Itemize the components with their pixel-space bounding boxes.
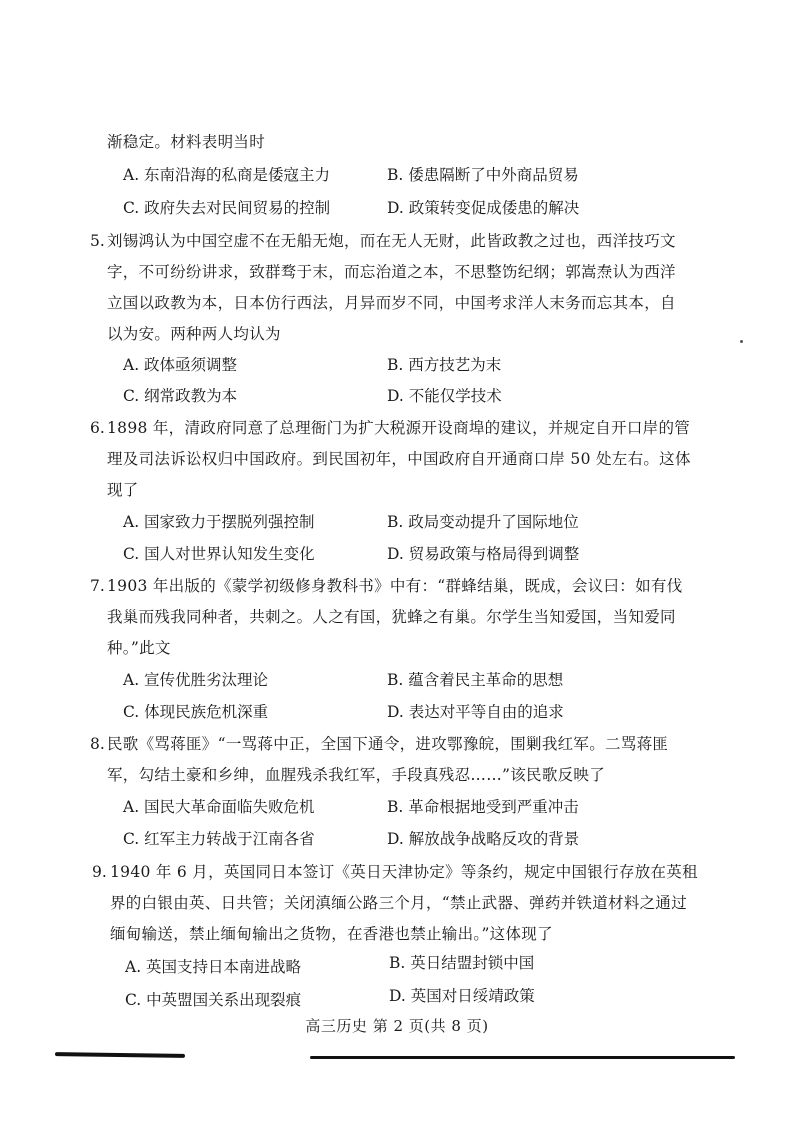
q8-stem-line-1: 民歌《骂蒋匪》“一骂蒋中正，全国下通令，进攻鄂豫皖，围剿我红军。二骂蒋匪 (107, 735, 669, 753)
q9-stem-line-2: 界的白银由英、日共管；关闭滇缅公路三个月，“禁止武器、弹药并铁道材料之通过 (110, 894, 688, 912)
q7-option-a: A. 宣传优胜劣汰理论 (123, 671, 269, 689)
q7-stem-line-3: 种。”此文 (107, 639, 171, 657)
q5-option-b: B. 西方技艺为末 (387, 356, 502, 374)
q4-option-c: C. 政府失去对民间贸易的控制 (123, 199, 331, 217)
page-footer: 高三历史 第 2 页(共 8 页) (305, 1017, 489, 1035)
q4-option-a: A. 东南沿海的私商是倭寇主力 (123, 166, 331, 184)
q5-option-c: C. 纲常政教为本 (123, 387, 238, 405)
q7-number: 7. (90, 577, 105, 595)
q6-option-d: D. 贸易政策与格局得到调整 (387, 545, 580, 563)
q9-option-c: C. 中英盟国关系出现裂痕 (125, 991, 302, 1009)
q7-stem-line-2: 我巢而残我同种者，共刺之。人之有国，犹蜂之有巢。尔学生当知爱国，当知爱同 (107, 608, 676, 626)
q6-option-b: B. 政局变动提升了国际地位 (387, 513, 579, 531)
q7-option-b: B. 蕴含着民主革命的思想 (387, 671, 564, 689)
q9-option-d: D. 英国对日绥靖政策 (389, 987, 535, 1005)
q4-option-d: D. 政策转变促成倭患的解决 (387, 199, 580, 217)
scan-edge-right (310, 1056, 735, 1059)
scan-edge-left (55, 1052, 185, 1058)
q5-number: 5. (90, 232, 105, 250)
q9-option-a: A. 英国支持日本南进战略 (125, 958, 302, 976)
q6-option-c: C. 国人对世界认知发生变化 (123, 545, 315, 563)
scan-speck (740, 340, 743, 343)
q6-stem-line-2: 理及司法诉讼权归中国政府。到民国初年，中国政府自开通商口岸 50 处左右。这体 (107, 450, 691, 468)
q4-option-b: B. 倭患隔断了中外商品贸易 (387, 166, 579, 184)
q8-option-a: A. 国民大革命面临失败危机 (123, 798, 315, 816)
q6-option-a: A. 国家致力于摆脱列强控制 (123, 513, 315, 531)
q6-stem-line-1: 1898 年，清政府同意了总理衙门为扩大税源开设商埠的建议，并规定自开口岸的管 (107, 419, 691, 437)
q6-number: 6. (90, 419, 105, 437)
q9-number: 9. (92, 863, 107, 881)
q8-option-c: C. 红军主力转战于江南各省 (123, 830, 315, 848)
q8-option-b: B. 革命根据地受到严重冲击 (387, 798, 579, 816)
q7-stem-line-1: 1903 年出版的《蒙学初级修身教科书》中有：“群蜂结巢，既成，会议曰：如有伐 (107, 577, 683, 595)
q5-stem-line-3: 立国以政教为本，日本仿行西法，月异而岁不同，中国考求洋人末务而忘其本，自 (107, 294, 676, 312)
q5-option-a: A. 政体亟须调整 (123, 356, 238, 374)
q7-option-d: D. 表达对平等自由的追求 (387, 703, 564, 721)
q8-stem-line-2: 军，勾结土豪和乡绅，血腥残杀我红军，手段真残忍……”该民歌反映了 (107, 766, 606, 784)
q9-stem-line-3: 缅甸输送，禁止缅甸输出之货物，在香港也禁止输出。”这体现了 (110, 925, 553, 943)
q6-stem-line-3: 现了 (107, 481, 139, 499)
q5-option-d: D. 不能仅学技术 (387, 387, 502, 405)
q9-option-b: B. 英日结盟封锁中国 (389, 954, 535, 972)
q4-stem-end: 渐稳定。材料表明当时 (107, 133, 266, 151)
q8-option-d: D. 解放战争战略反攻的背景 (387, 830, 580, 848)
q9-stem-line-1: 1940 年 6 月，英国同日本签订《英日天津协定》等条约，规定中国银行存放在英租 (110, 863, 698, 881)
q7-option-c: C. 体现民族危机深重 (123, 703, 269, 721)
q5-stem-line-1: 刘锡鸿认为中国空虚不在无船无炮，而在无人无财，此皆政教之过也，西洋技巧文 (107, 232, 676, 250)
q5-stem-line-4: 以为安。两种两人均认为 (107, 325, 281, 343)
q5-stem-line-2: 字，不可纷纷讲求，致群骛于末，而忘治道之本，不思整饬纪纲；郭嵩焘认为西洋 (107, 263, 676, 281)
q8-number: 8. (90, 735, 105, 753)
